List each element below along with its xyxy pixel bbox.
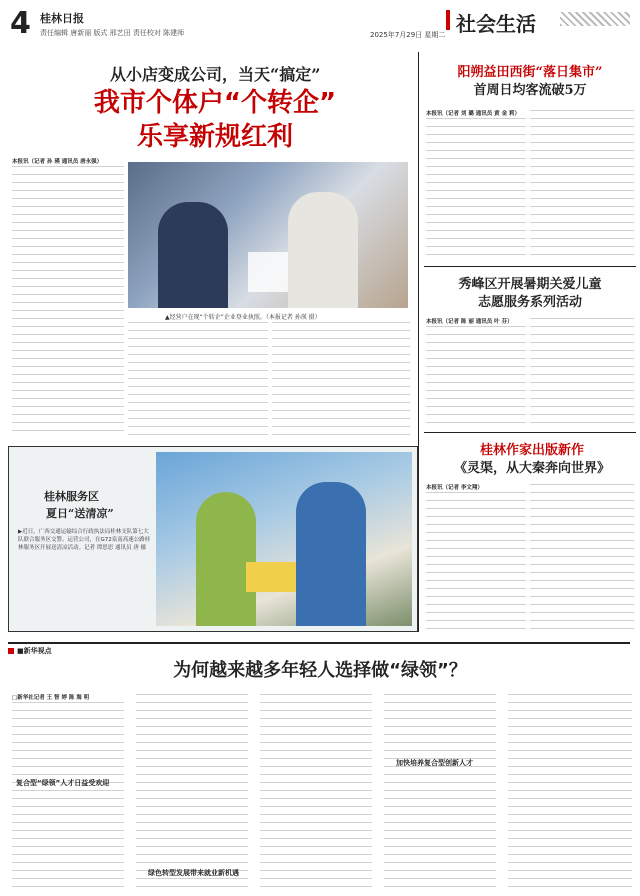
- article3-column-1: [426, 318, 526, 428]
- article1-headline: [50, 86, 380, 154]
- article1-headline-line1: 我市个体户“个转企”: [93, 88, 337, 118]
- article4-headline-line2: 《灵渠，从大秦奔向世界》: [453, 461, 610, 476]
- article4-byline: 本报讯（记者 李文翔）: [426, 485, 483, 491]
- paper-name: 桂林日报: [40, 12, 84, 25]
- article5-subhead-2: 绿色转型发展带来就业新机遇: [148, 869, 239, 877]
- article5-headline: 为何越来越多年轻人选择做“绿领”？: [173, 660, 467, 681]
- article5-subhead-3: 加快培养复合型创新人才: [396, 759, 473, 767]
- article1-photo-caption: ▲经营户在现“个转企”企业登业执照。（本报记者 孙瑛 摄）: [165, 314, 321, 321]
- article3-byline: 本报讯（记者 陈 丽 通讯员 叶 芬）: [426, 319, 513, 325]
- page-number: 4: [10, 6, 31, 41]
- article2-title: 首周日均客流破5万: [473, 83, 587, 98]
- feature-caption: ▶近日，广西交通运输综合行政执法局桂林支队第七大队联合服务区交警、运营公司，在G72泉南高速公路桂林服务区开展送清凉活动。记者 谭思思 通讯员 唐 摄: [18, 529, 151, 551]
- article1-kicker: 从小店变成公司，当天“搞定”: [110, 65, 321, 84]
- article2-byline: 本报讯（记者 刘 璐 通讯员 黄 金 莉）: [426, 111, 520, 117]
- article3-headline-line1: 秀峰区开展暑期关爱儿童: [458, 277, 602, 292]
- article4-headline: [424, 442, 640, 478]
- article5-column-1: [12, 694, 124, 890]
- divider: [424, 266, 636, 267]
- article2-column-2: [530, 110, 634, 262]
- article3-headline-line2: 志愿服务系列活动: [477, 295, 582, 310]
- article4-column-1: [426, 484, 526, 634]
- article3-headline: [420, 276, 640, 312]
- feature-title: 桂林服务区: [44, 490, 99, 503]
- article1-body-text: [12, 166, 124, 438]
- article5-tag: ■新华视点: [8, 646, 52, 656]
- article3-column-2: [530, 318, 634, 428]
- divider: [424, 432, 636, 433]
- article2-kicker: 阳朔益田西街“落日集市”: [457, 65, 603, 80]
- article5-column-4: [384, 694, 496, 890]
- article4-column-2: [530, 484, 634, 634]
- issue-date: 2025年7月29日 星期二: [370, 31, 446, 39]
- article2-column-1: [426, 110, 526, 262]
- article5-column-2: [136, 694, 248, 890]
- article1-photo: [128, 162, 408, 308]
- feature-photo: [156, 452, 412, 626]
- article5-column-3: [260, 694, 372, 890]
- column-divider: [418, 52, 419, 632]
- feature-subtitle: 夏日“送清凉”: [46, 507, 114, 520]
- masthead-pattern: [560, 12, 630, 26]
- section-rule: [8, 642, 630, 644]
- article2-headline: [430, 64, 630, 100]
- article5-byline: □新华社记者 王 智 婷 陈 海 明: [12, 695, 90, 701]
- staff-line: 责任编辑 唐新丽 版式 邢艺田 责任校对 陈建师: [40, 29, 185, 37]
- article1-column-3: [272, 322, 410, 438]
- article5-column-5: [508, 694, 632, 890]
- article1-column-2: [128, 322, 268, 438]
- article5-subhead-1: 复合型“绿领”人才日益受欢迎: [16, 779, 110, 787]
- article1-byline: 本报讯（记者 孙 瑛 通讯员 唐永强）: [12, 159, 103, 165]
- article4-headline-line1: 桂林作家出版新作: [479, 443, 584, 458]
- section-title: 社会生活: [456, 8, 536, 37]
- article1-column-1: [12, 158, 124, 438]
- article1-headline-line2: 乐享新规红利: [136, 122, 293, 152]
